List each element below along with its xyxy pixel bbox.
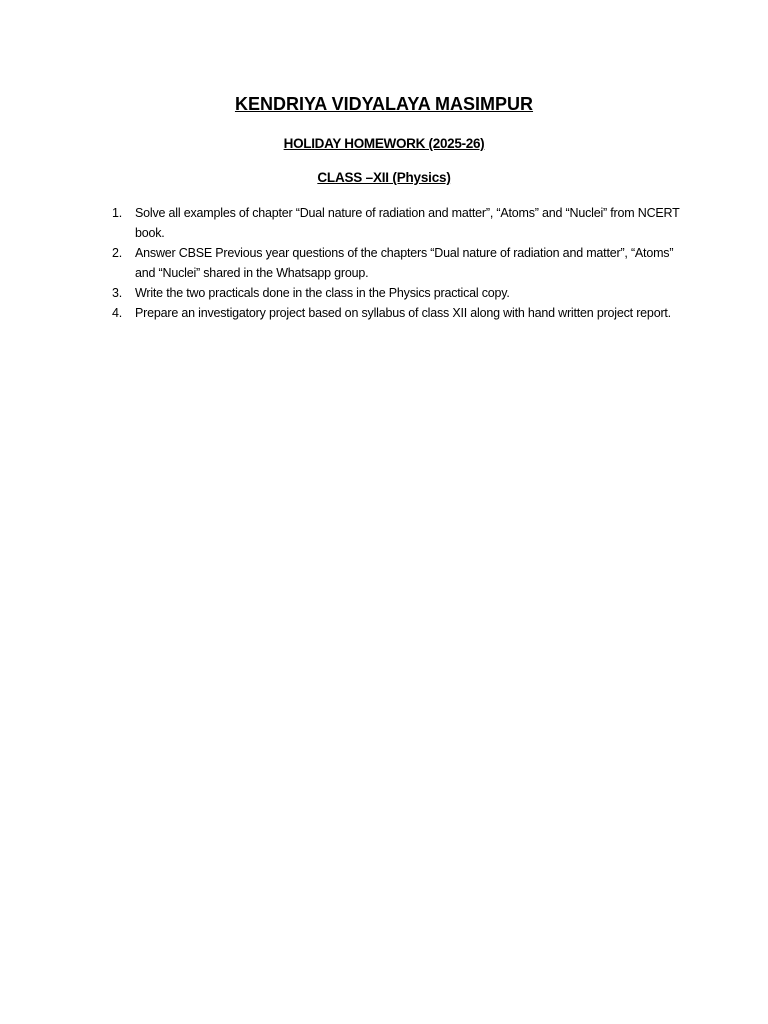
list-item xyxy=(112,303,682,323)
list-item-number: 1. xyxy=(112,206,123,220)
list-item xyxy=(112,243,682,283)
list-item-text: Write the two practicals done in the class in the Physics practical copy. xyxy=(135,286,510,300)
list-item xyxy=(112,203,682,243)
homework-list xyxy=(112,203,682,323)
list-item-text: Solve all examples of chapter “Dual nature of radiation and matter”, “Atoms” and “Nuclei” from NCERT book. xyxy=(135,206,680,240)
list-item xyxy=(112,283,682,303)
list-item-number: 2. xyxy=(112,246,123,260)
list-item-text: Prepare an investigatory project based on syllabus of class XII along with hand written project report. xyxy=(135,306,671,320)
homework-subtitle: HOLIDAY HOMEWORK (2025-26) xyxy=(283,136,485,151)
list-item-text: Answer CBSE Previous year questions of the chapters “Dual nature of radiation and matter”, “Atoms” and “Nuclei” shared in the Whatsapp group. xyxy=(135,246,674,280)
school-name-title: KENDRIYA VIDYALAYA MASIMPUR xyxy=(234,94,534,114)
list-item-number: 3. xyxy=(112,286,123,300)
list-item-number: 4. xyxy=(112,306,123,320)
class-heading: CLASS –XII (Physics) xyxy=(317,170,451,185)
